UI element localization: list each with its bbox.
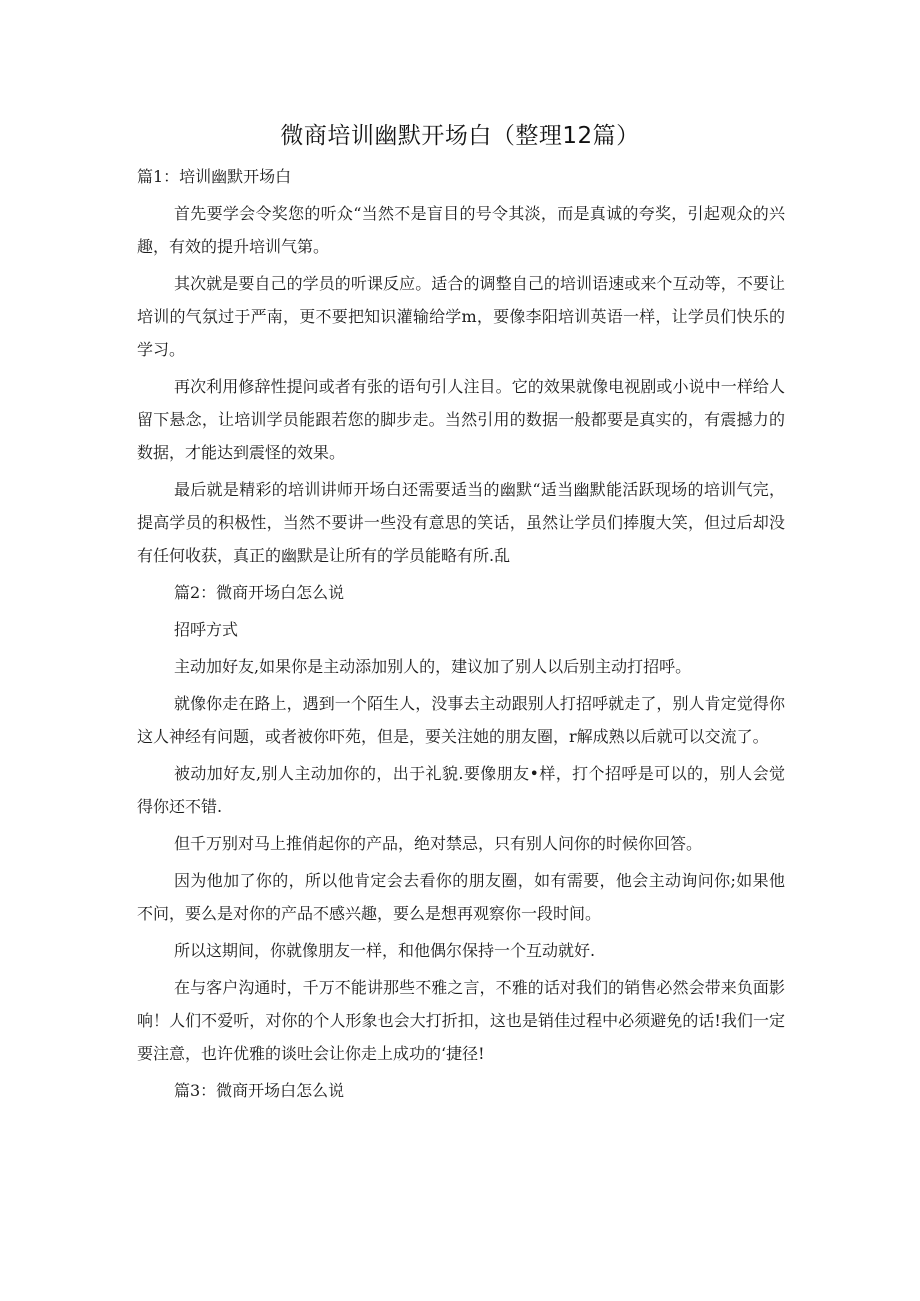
subheading: 招呼方式 — [174, 620, 239, 639]
document-title: 微商培训幽默开场白（整理12篇） — [280, 123, 640, 149]
section-heading-2: 篇2：微商开场白怎么说 — [174, 583, 345, 602]
paragraph: 再次利用修辞性提问或者有张的语句引人注目。它的效果就像电视剧或小说中一样给人留下悬念，让培训学员能跟若您的脚步走。当然引用的数据一般都要是真实的，有震撼力的数据，才能达到震怪的效果。 — [137, 377, 785, 462]
paragraph: 因为他加了你的，所以他肯定会去看你的朋友圈，如有需要，他会主动询问你;如果他不问，要么是对你的产品不感兴趣，要么是想再观察你一段时间。 — [137, 871, 785, 923]
paragraph: 主动加好友,如果你是主动添加别人的，建议加了别人以后别主动打招呼。 — [174, 657, 692, 676]
paragraph: 被动加好友,别人主动加你的，出于礼貌.要像朋友•样，打个招呼是可以的，别人会觉得你还不错. — [137, 764, 785, 816]
paragraph: 就像你走在路上，遇到一个陌生人，没事去主动跟别人打招呼就走了，别人肯定觉得你这人神经有问题，或者被你吓苑，但是，要关注她的朋友圈，r解成熟以后就可以交流了。 — [137, 694, 785, 746]
section-heading-3: 篇3：微商开场白怎么说 — [174, 1081, 345, 1100]
section-heading-1: 篇1：培训幽默开场白 — [137, 167, 292, 186]
paragraph: 所以这期间，你就像朋友一样，和他偶尔保持一个互动就好. — [174, 941, 596, 960]
paragraph: 但千万别对马上推俏起你的产品，绝对禁忌，只有别人问你的时候你回答。 — [174, 834, 703, 853]
paragraph: 其次就是要自己的学员的听课反应。适合的调整自己的培训语速或来个互动等，不要让培训的气氛过于严南，更不要把知识灌输给学m，要像李阳培训英语一样，让学员们快乐的学习。 — [137, 274, 785, 359]
document-body — [137, 160, 785, 1111]
paragraph: 首先要学会令奖您的听众“当然不是盲目的号令其淡，而是真诚的夸奖，引起观众的兴趣，有效的提升培训气第。 — [137, 204, 785, 256]
paragraph: 最后就是精彩的培训讲师开场白还需要适当的幽默“适当幽默能活跃现场的培训气完，提高学员的积极性，当然不要讲一些没有意思的笑话，虽然让学员们捧腹大笑，但过后却没有任何收获，真正的幽默是让所有的学员能略有所.乱 — [137, 480, 785, 565]
paragraph: 在与客户沟通时，千万不能讲那些不雅之言，不雅的话对我们的销售必然会带来负面影响！人们不爱听，对你的个人形象也会大打折扣，这也是销佳过程中必须避免的话!我们一定要注意，也许优雅的谈吐会让你走上成功的‘捷径! — [137, 978, 785, 1063]
